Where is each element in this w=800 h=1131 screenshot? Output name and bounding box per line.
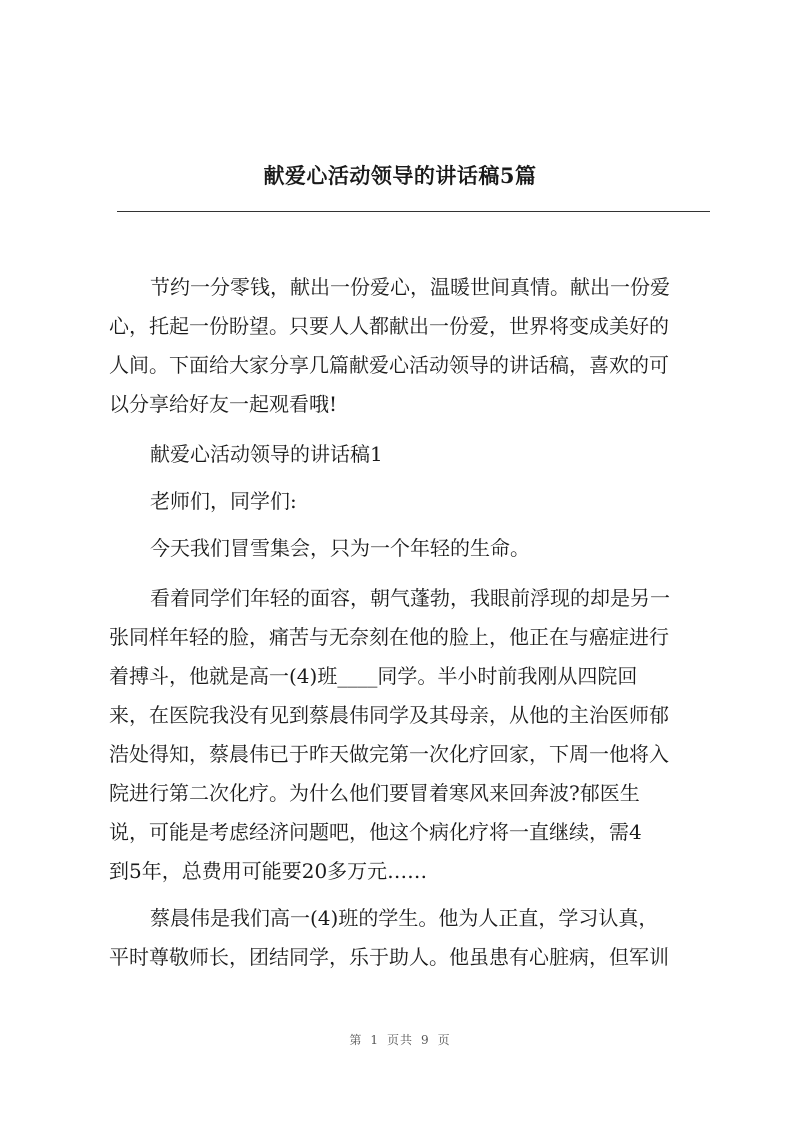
salutation: 老师们，同学们: [150, 489, 297, 513]
page-title: 献爱心活动领导的讲话稿5篇 [263, 163, 537, 188]
paragraph-line: 心，托起一份盼望。只要人人都献出一份爱，世界将变成美好的 [109, 314, 669, 338]
paragraph-line: 着搏斗，他就是高一(4)班____同学。半小时前我刚从四院回 [109, 664, 638, 688]
paragraph-line: 来，在医院我没有见到蔡晨伟同学及其母亲，从他的主治医师郁 [109, 703, 669, 727]
paragraph-line: 平时尊敬师长，团结同学，乐于助人。他虽患有心脏病，但军训 [109, 945, 669, 969]
section-heading: 献爱心活动领导的讲话稿1 [150, 442, 383, 466]
paragraph-line: 以分享给好友一起观看哦! [109, 392, 338, 416]
paragraph-line: 人间。下面给大家分享几篇献爱心活动领导的讲话稿，喜欢的可 [109, 353, 669, 377]
page-label: 第 [349, 1033, 363, 1047]
paragraph-line: 院进行第二次化疗。为什么他们要冒着寒风来回奔波?郁医生 [109, 781, 640, 805]
paragraph-line: 张同样年轻的脸，痛苦与无奈刻在他的脸上，他正在与癌症进行 [109, 625, 669, 649]
paragraph-line: 看着同学们年轻的面容，朝气蓬勃，我眼前浮现的却是另一 [150, 586, 670, 610]
title-rule [117, 211, 710, 212]
page-suffix: 页 [437, 1033, 451, 1047]
paragraph-line: 蔡晨伟是我们高一(4)班的学生。他为人正直，学习认真， [150, 906, 659, 930]
paragraph-line: 节约一分零钱，献出一份爱心，温暖世间真情。献出一份爱 [150, 275, 670, 299]
page-number: 1 [370, 1033, 379, 1047]
paragraph-line: 今天我们冒雪集会，只为一个年轻的生命。 [150, 536, 530, 560]
page-footer [0, 1031, 800, 1048]
paragraph-line: 到5年，总费用可能要20多万元…… [109, 859, 428, 883]
paragraph-line: 浩处得知，蔡晨伟已于昨天做完第一次化疗回家，下周一他将入 [109, 742, 669, 766]
page-total: 9 [421, 1033, 430, 1047]
paragraph-line: 说，可能是考虑经济问题吧，他这个病化疗将一直继续，需4 [109, 820, 642, 844]
page-total-label: 页共 [386, 1033, 413, 1047]
